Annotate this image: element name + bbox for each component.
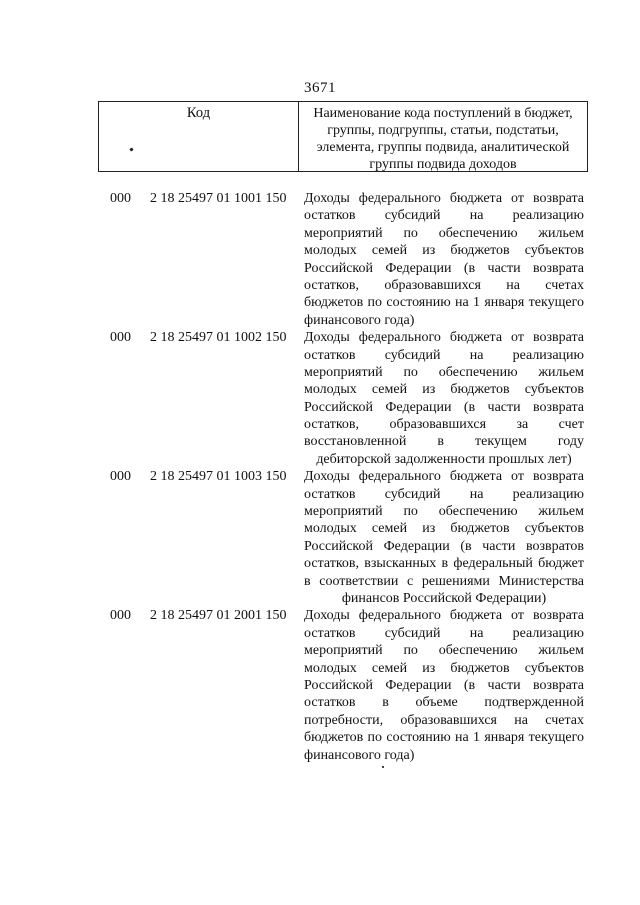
description-line: остатков, взысканных в федеральный бюджет [304, 556, 584, 572]
description-line: Российской Федерации (в части возвратов [304, 538, 584, 554]
description-line: бюджетов по состоянию на 1 января текущего [304, 295, 584, 311]
header-name-cell [299, 102, 587, 171]
scan-artifact-dot [382, 766, 384, 768]
description-line: остатков, образовавшихся на счетах [304, 277, 584, 293]
description-line: мероприятий по обеспечению жильем [304, 643, 584, 659]
header-code-cell [99, 102, 299, 171]
budget-classification-code: 2 18 25497 01 1002 150 [150, 330, 287, 346]
description-line: потребности, образовавшихся на счетах [304, 712, 584, 728]
description-line: остатков субсидий на реализацию [304, 625, 584, 641]
description-line: молодых семей из бюджетов субъектов [304, 521, 584, 537]
budget-classification-code: 2 18 25497 01 1003 150 [150, 469, 287, 485]
table-header [98, 101, 588, 172]
header-code-label: Код [186, 105, 211, 121]
table-row [0, 468, 640, 607]
description-line: мероприятий по обеспечению жильем [304, 225, 584, 241]
table-row [0, 607, 640, 764]
header-name-line: группы, подгруппы, статьи, подстатьи, [327, 123, 559, 138]
income-codes-list [0, 190, 640, 764]
budget-classification-code: 2 18 25497 01 1001 150 [150, 191, 287, 206]
description-line: остатков в объеме подтвержденной [304, 695, 584, 711]
description-line: молодых семей из бюджетов субъектов [304, 382, 584, 398]
description-line: Доходы федерального бюджета от возврата [304, 469, 584, 485]
description-line: Российской Федерации (в части возврата [304, 677, 584, 693]
description-line: Доходы федерального бюджета от возврата [304, 608, 584, 624]
description-line: молодых семей из бюджетов субъектов [304, 243, 584, 259]
description-line: восстановленной в текущем году [304, 434, 584, 450]
description-line: бюджетов по состоянию на 1 января текущего [304, 730, 584, 746]
description-line: дебиторской задолженности прошлых лет) [316, 451, 572, 467]
admin-code: 000 [110, 330, 131, 346]
header-name-line: элемента, группы подвида, аналитической [316, 140, 570, 155]
header-name-line: Наименование кода поступлений в бюджет, [313, 106, 573, 121]
description-line: остатков субсидий на реализацию [304, 486, 584, 502]
description-line: остатков субсидий на реализацию [304, 208, 584, 224]
admin-code: 000 [110, 608, 131, 624]
page-number: 3671 [304, 80, 336, 96]
description-line: мероприятий по обеспечению жильем [304, 504, 584, 520]
income-description [304, 329, 584, 468]
header-name-line: группы подвида доходов [369, 157, 517, 172]
income-description [304, 468, 584, 607]
admin-code: 000 [110, 191, 131, 206]
description-line: финансового года) [304, 312, 415, 328]
budget-classification-code: 2 18 25497 01 2001 150 [150, 608, 287, 624]
description-line: остатков субсидий на реализацию [304, 347, 584, 363]
description-line: финансового года) [304, 747, 415, 763]
scan-artifact-mark [129, 147, 133, 151]
description-line: Доходы федерального бюджета от возврата [304, 330, 584, 346]
table-row [0, 329, 640, 468]
description-line: Доходы федерального бюджета от возврата [304, 191, 584, 206]
admin-code: 000 [110, 469, 131, 485]
income-description [304, 190, 584, 329]
table-row [0, 190, 640, 329]
description-line: мероприятий по обеспечению жильем [304, 364, 584, 380]
income-description [304, 607, 584, 764]
description-line: финансов Российской Федерации) [341, 590, 547, 606]
description-line: Российской Федерации (в части возврата [304, 260, 584, 276]
description-line: молодых семей из бюджетов субъектов [304, 660, 584, 676]
description-line: остатков, образовавшихся за счет [304, 417, 584, 433]
description-line: Российской Федерации (в части возврата [304, 399, 584, 415]
description-line: в соответствии с решениями Министерства [304, 573, 584, 589]
